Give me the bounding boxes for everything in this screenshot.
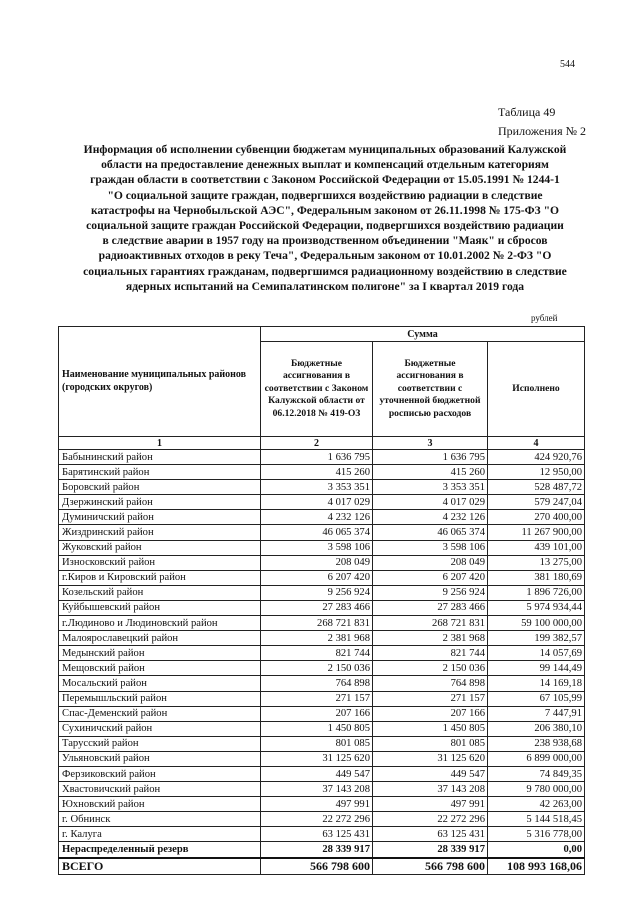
column-number: 1 [59,437,261,450]
budget-law-value: 497 991 [261,797,373,812]
district-name: Думиничский район [59,510,261,525]
budget-refined-value: 801 085 [373,736,488,751]
executed-value: 42 263,00 [488,797,585,812]
budget-refined-value: 31 125 620 [373,751,488,766]
district-name: Жуковский район [59,540,261,555]
budget-refined-value: 1 636 795 [373,450,488,465]
executed-value: 5 144 518,45 [488,812,585,827]
total-executed: 108 993 168,06 [488,858,585,875]
budget-law-value: 37 143 208 [261,782,373,797]
budget-law-value: 271 157 [261,691,373,706]
table-row [59,812,585,827]
header-budget-law: Бюджетные ассигнования в соответствии с Законом Калужской области от 06.12.2018 № 419-ОЗ [261,342,373,437]
executed-value: 5 316 778,00 [488,827,585,842]
subvention-table [58,326,585,875]
budget-law-value: 1 636 795 [261,450,373,465]
heading-line: в следствие аварии в 1957 году на производственном объединении "Маяк" и сбросов [102,234,548,248]
reserve-name: Нераспределенный резерв [59,842,261,858]
header-sum: Сумма [261,327,585,342]
executed-value: 381 180,69 [488,570,585,585]
executed-value: 579 247,04 [488,495,585,510]
district-name: Куйбышевский район [59,600,261,615]
executed-value: 74 849,35 [488,766,585,781]
district-name: Сухиничский район [59,721,261,736]
budget-law-value: 22 272 296 [261,812,373,827]
district-name: Спас-Деменский район [59,706,261,721]
district-name: г.Киров и Кировский район [59,570,261,585]
district-name: Бабынинский район [59,450,261,465]
executed-value: 9 780 000,00 [488,782,585,797]
budget-law-value: 31 125 620 [261,751,373,766]
table-row [59,465,585,480]
table-row [59,525,585,540]
appendix-label: Приложения № 2 [498,124,587,138]
district-name: Мещовский район [59,661,261,676]
budget-law-value: 3 353 351 [261,480,373,495]
executed-value: 270 400,00 [488,510,585,525]
table-row [59,585,585,600]
table-row [59,721,585,736]
table-row [59,736,585,751]
budget-refined-value: 497 991 [373,797,488,812]
executed-value: 99 144,49 [488,661,585,676]
table-row [59,555,585,570]
table-row [59,691,585,706]
total-budget-law: 566 798 600 [261,858,373,875]
table-row [59,751,585,766]
table-row [59,827,585,842]
reserve-budget-law: 28 339 917 [261,842,373,858]
district-name: Козельский район [59,585,261,600]
budget-refined-value: 46 065 374 [373,525,488,540]
district-name: Перемышльский район [59,691,261,706]
budget-refined-value: 268 721 831 [373,616,488,631]
table-row [59,616,585,631]
district-name: Барятинский район [59,465,261,480]
executed-value: 238 938,68 [488,736,585,751]
page-number: 544 [560,59,575,70]
budget-law-value: 821 744 [261,646,373,661]
executed-value: 11 267 900,00 [488,525,585,540]
budget-refined-value: 2 150 036 [373,661,488,676]
budget-law-value: 1 450 805 [261,721,373,736]
district-name: г. Калуга [59,827,261,842]
table-label: Таблица 49 [498,105,556,119]
table-row [59,570,585,585]
budget-refined-value: 208 049 [373,555,488,570]
budget-law-value: 27 283 466 [261,600,373,615]
district-name: г.Людиново и Людиновский район [59,616,261,631]
budget-refined-value: 271 157 [373,691,488,706]
budget-refined-value: 63 125 431 [373,827,488,842]
table-row [59,631,585,646]
executed-value: 528 487,72 [488,480,585,495]
budget-law-value: 9 256 924 [261,585,373,600]
budget-law-value: 63 125 431 [261,827,373,842]
executed-value: 14 169,18 [488,676,585,691]
district-name: Мосальский район [59,676,261,691]
executed-value: 439 101,00 [488,540,585,555]
district-name: Медынский район [59,646,261,661]
district-name: Тарусский район [59,736,261,751]
heading-line: социальных гарантиях гражданам, подвергшимся радиационному воздействию в следствие [83,264,567,278]
reserve-row [59,842,585,858]
table-row [59,766,585,781]
budget-law-value: 268 721 831 [261,616,373,631]
executed-value: 5 974 934,44 [488,600,585,615]
budget-refined-value: 22 272 296 [373,812,488,827]
budget-refined-value: 3 353 351 [373,480,488,495]
budget-refined-value: 449 547 [373,766,488,781]
budget-law-value: 2 150 036 [261,661,373,676]
budget-law-value: 6 207 420 [261,570,373,585]
heading-line: граждан области в соответствии с Законом Российской Федерации от 15.05.1991 № 1244-1 [90,173,560,187]
district-name: Ульяновский район [59,751,261,766]
column-number: 4 [488,437,585,450]
table-row [59,600,585,615]
district-name: Дзержинский район [59,495,261,510]
table-row [59,450,585,465]
budget-law-value: 2 381 968 [261,631,373,646]
budget-refined-value: 764 898 [373,676,488,691]
budget-refined-value: 3 598 106 [373,540,488,555]
table-row [59,495,585,510]
column-number: 2 [261,437,373,450]
table-row [59,706,585,721]
table-row [59,661,585,676]
table-row [59,676,585,691]
table-row [59,646,585,661]
budget-law-value: 207 166 [261,706,373,721]
total-budget-refined: 566 798 600 [373,858,488,875]
budget-refined-value: 2 381 968 [373,631,488,646]
header-budget-refined: Бюджетные ассигнования в соответствии с уточненной бюджетной росписью расходов [373,342,488,437]
heading-line: "О социальной защите граждан, подвергшихся воздействию радиации в следствие [107,188,543,202]
district-name: Износковский район [59,555,261,570]
executed-value: 206 380,10 [488,721,585,736]
budget-refined-value: 9 256 924 [373,585,488,600]
executed-value: 424 920,76 [488,450,585,465]
heading-line: катастрофы на Чернобыльской АЭС", Федеральным законом от 26.11.1998 № 175-ФЗ "О [90,203,560,217]
budget-refined-value: 37 143 208 [373,782,488,797]
heading-line: социальной защите граждан Российской Федерации, подвергшихся воздействию радиации [86,219,564,233]
header-name: Наименование муниципальных районов (городских округов) [59,327,261,437]
budget-refined-value: 1 450 805 [373,721,488,736]
reserve-executed: 0,00 [488,842,585,858]
budget-law-value: 4 232 126 [261,510,373,525]
budget-refined-value: 6 207 420 [373,570,488,585]
budget-refined-value: 4 017 029 [373,495,488,510]
budget-refined-value: 821 744 [373,646,488,661]
budget-law-value: 449 547 [261,766,373,781]
heading-line: области на предоставление денежных выплат и компенсаций отдельным категориям [101,158,549,172]
table-row [59,510,585,525]
reserve-budget-refined: 28 339 917 [373,842,488,858]
budget-law-value: 801 085 [261,736,373,751]
table-row [59,797,585,812]
budget-refined-value: 27 283 466 [373,600,488,615]
budget-refined-value: 207 166 [373,706,488,721]
header-executed: Исполнено [488,342,585,437]
budget-law-value: 46 065 374 [261,525,373,540]
executed-value: 7 447,91 [488,706,585,721]
executed-value: 6 899 000,00 [488,751,585,766]
table-row [59,540,585,555]
heading-line: ядерных испытаний на Семипалатинском полигоне" за I квартал 2019 года [125,279,525,293]
executed-value: 59 100 000,00 [488,616,585,631]
district-name: г. Обнинск [59,812,261,827]
district-name: Хвастовичский район [59,782,261,797]
document-heading [50,142,600,294]
budget-law-value: 4 017 029 [261,495,373,510]
executed-value: 13 275,00 [488,555,585,570]
budget-refined-value: 4 232 126 [373,510,488,525]
executed-value: 67 105,99 [488,691,585,706]
district-name: Ферзиковский район [59,766,261,781]
executed-value: 199 382,57 [488,631,585,646]
district-name: Боровский район [59,480,261,495]
table-row [59,782,585,797]
executed-value: 14 057,69 [488,646,585,661]
units-label: рублей [531,313,558,323]
total-row [59,858,585,875]
column-number: 3 [373,437,488,450]
budget-refined-value: 415 260 [373,465,488,480]
table-row [59,480,585,495]
district-name: Малоярославецкий район [59,631,261,646]
heading-line: Информация об исполнении субвенции бюджетам муниципальных образований Калужской [83,143,567,156]
total-name: ВСЕГО [59,858,261,875]
heading-line: радиоактивных отходов в реку Теча", Федеральным законом от 10.01.2002 № 2-ФЗ "О [98,249,552,263]
budget-law-value: 208 049 [261,555,373,570]
budget-law-value: 764 898 [261,676,373,691]
district-name: Юхновский район [59,797,261,812]
executed-value: 12 950,00 [488,465,585,480]
district-name: Жиздринский район [59,525,261,540]
budget-law-value: 3 598 106 [261,540,373,555]
budget-law-value: 415 260 [261,465,373,480]
executed-value: 1 896 726,00 [488,585,585,600]
